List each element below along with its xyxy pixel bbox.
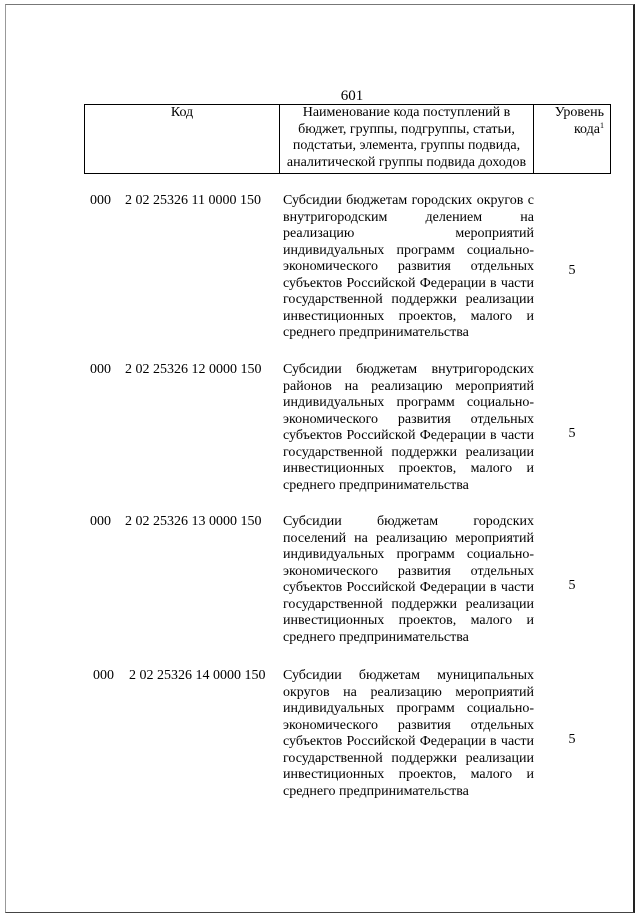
entry-admin-code: 000 bbox=[90, 514, 111, 529]
entry-admin-code: 000 bbox=[93, 668, 114, 683]
entry-revenue-code: 2 02 25326 12 0000 150 bbox=[125, 362, 262, 377]
entry-level: 5 bbox=[568, 578, 576, 593]
entry-revenue-code: 2 02 25326 11 0000 150 bbox=[125, 193, 261, 208]
header-level-footnote: 1 bbox=[600, 120, 604, 130]
entry-name: Субсидии бюджетам внутригородских районов на реализацию мероприятий индивидуальных программ социально-экономического развития отдельных субъектов Российской Федерации в части государственной поддержки реализации инвестиционных проектов, малого и среднего предпринимательства bbox=[283, 362, 534, 493]
header-name-cell bbox=[280, 105, 534, 174]
entry-level: 5 bbox=[568, 732, 576, 747]
entry-level: 5 bbox=[568, 426, 576, 441]
entry-level: 5 bbox=[568, 263, 576, 278]
header-level-label: Уровень кода bbox=[554, 105, 604, 137]
entry-name: Субсидии бюджетам муниципальных округов на реализацию мероприятий индивидуальных программ социально-экономического развития отдельных субъектов Российской Федерации в части государственной поддержки реализации инвестиционных проектов, малого и среднего предпринимательства bbox=[283, 668, 534, 799]
entry-name: Субсидии бюджетам городских округов с внутригородским делением на реализацию мероприятий индивидуальных программ социально-экономического развития отдельных субъектов Российской Федерации в части государственной поддержки реализации инвестиционных проектов, малого и среднего предпринимательства bbox=[283, 193, 534, 340]
entry-admin-code: 000 bbox=[90, 193, 111, 208]
entry-name: Субсидии бюджетам городских поселений на реализацию мероприятий индивидуальных программ социально-экономического развития отдельных субъектов Российской Федерации в части государственной поддержки реализации инвестиционных проектов, малого и среднего предпринимательства bbox=[283, 514, 534, 645]
entry-admin-code: 000 bbox=[90, 362, 111, 377]
page-number: 601 bbox=[340, 88, 364, 104]
header-code-cell bbox=[85, 105, 280, 174]
header-name: Наименование кода поступлений в бюджет, группы, подгруппы, статьи, подстатьи, элемента, группы подвида, аналитической группы подвида доходов bbox=[286, 105, 527, 170]
header-table bbox=[84, 104, 611, 174]
entry-revenue-code: 2 02 25326 14 0000 150 bbox=[129, 668, 266, 683]
entry-revenue-code: 2 02 25326 13 0000 150 bbox=[125, 514, 262, 529]
header-level bbox=[534, 105, 610, 138]
header-code: Код bbox=[170, 105, 194, 120]
header-level-cell bbox=[534, 105, 611, 174]
